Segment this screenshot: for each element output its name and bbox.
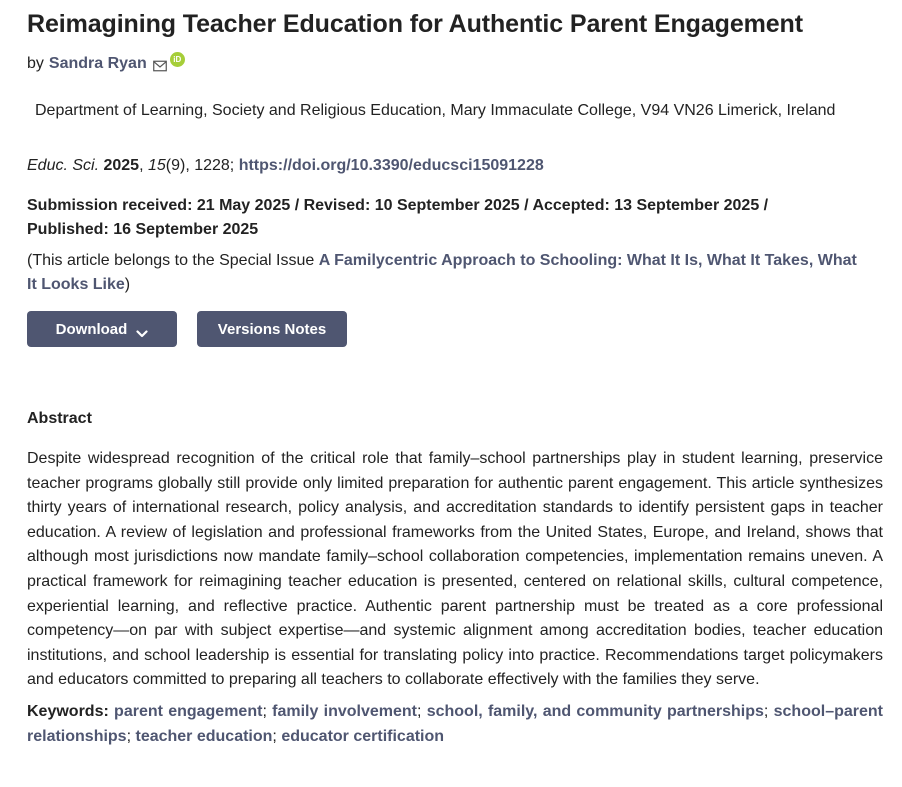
keyword-link[interactable]: school–parent relationships [27, 702, 883, 745]
special-issue-link[interactable]: A Familycentric Approach to Schooling: What It Is, What It Takes, What It Looks Like [27, 252, 857, 293]
keyword-separator: ; [262, 702, 267, 720]
keyword-link[interactable]: family involvement [272, 702, 417, 720]
abstract-heading: Abstract [27, 410, 92, 427]
journal-abbrev: Educ. Sci. [27, 157, 100, 174]
chevron-down-icon [136, 325, 148, 333]
citation-issue-pages: (9), 1228; [165, 157, 235, 174]
doi-link[interactable]: https://doi.org/10.3390/educsci15091228 [238, 157, 544, 174]
special-issue-prefix: (This article belongs to the Special Issue [27, 252, 319, 269]
special-issue-note [27, 249, 857, 297]
special-issue-suffix: ) [124, 276, 131, 293]
keyword-link[interactable]: school, family, and community partnerships [426, 702, 764, 720]
versions-notes-button[interactable] [197, 311, 347, 347]
affiliation: Department of Learning, Society and Religious Education, Mary Immaculate College, V94 VN26 Limerick, Ireland [35, 102, 836, 119]
keywords [27, 700, 883, 749]
byline-prefix: by [27, 55, 44, 72]
byline [27, 54, 883, 74]
keyword-separator: ; [272, 727, 277, 745]
keyword-link[interactable]: teacher education [135, 727, 273, 745]
publication-dates: Submission received: 21 May 2025 / Revised: 10 September 2025 / Accepted: 13 September 2025 / Published: 16 September 2025 [27, 197, 769, 238]
article-header [27, 0, 883, 749]
keyword-separator: ; [126, 727, 132, 745]
versions-notes-label: Versions Notes [217, 320, 327, 338]
keyword-separator: ; [763, 702, 769, 720]
download-label: Download [55, 320, 128, 338]
author-link[interactable]: Sandra Ryan [48, 55, 147, 72]
article-title: Reimagining Teacher Education for Authentic Parent Engagement [27, 10, 803, 38]
citation-year: 2025 [103, 157, 140, 174]
keywords-label: Keywords: [27, 702, 109, 720]
action-buttons [27, 311, 883, 347]
keyword-link[interactable]: parent engagement [114, 702, 263, 720]
email-icon[interactable] [153, 58, 167, 70]
citation-volume: 15 [147, 157, 166, 174]
abstract-text: Despite widespread recognition of the critical role that family–school partnerships play in student learning, preservice teacher programs globally still provide only limited preparation for authentic parent engagement. This article synthesizes thirty years of international research, policy analysis, and accreditation standards to identify persistent gaps in teacher education. A review of legislation and professional frameworks from the United States, Europe, and Ireland, shows that although most jurisdictions now mandate family–school collaboration competencies, implementation remains uneven. A practical framework for reimagining teacher education is presented, centered on relational skills, cultural competence, experiential learning, and reflective practice. Authentic parent partnership must be treated as a core professional competency—on par with subject expertise—and systemic alignment among accreditation bodies, teacher education institutions, and school leadership is essential for translating policy into practice. Recommendations target policymakers and educators committed to preparing all teachers to collaborate effectively with the families they serve. [27, 450, 883, 689]
keyword-separator: ; [417, 702, 422, 720]
keyword-link[interactable]: educator certification [281, 727, 445, 745]
citation: Educ. Sci. 2025, 15(9), 1228; https://doi.org/10.3390/educsci15091228 [27, 157, 544, 174]
download-button[interactable] [27, 311, 177, 347]
orcid-icon[interactable]: iD [170, 52, 185, 67]
